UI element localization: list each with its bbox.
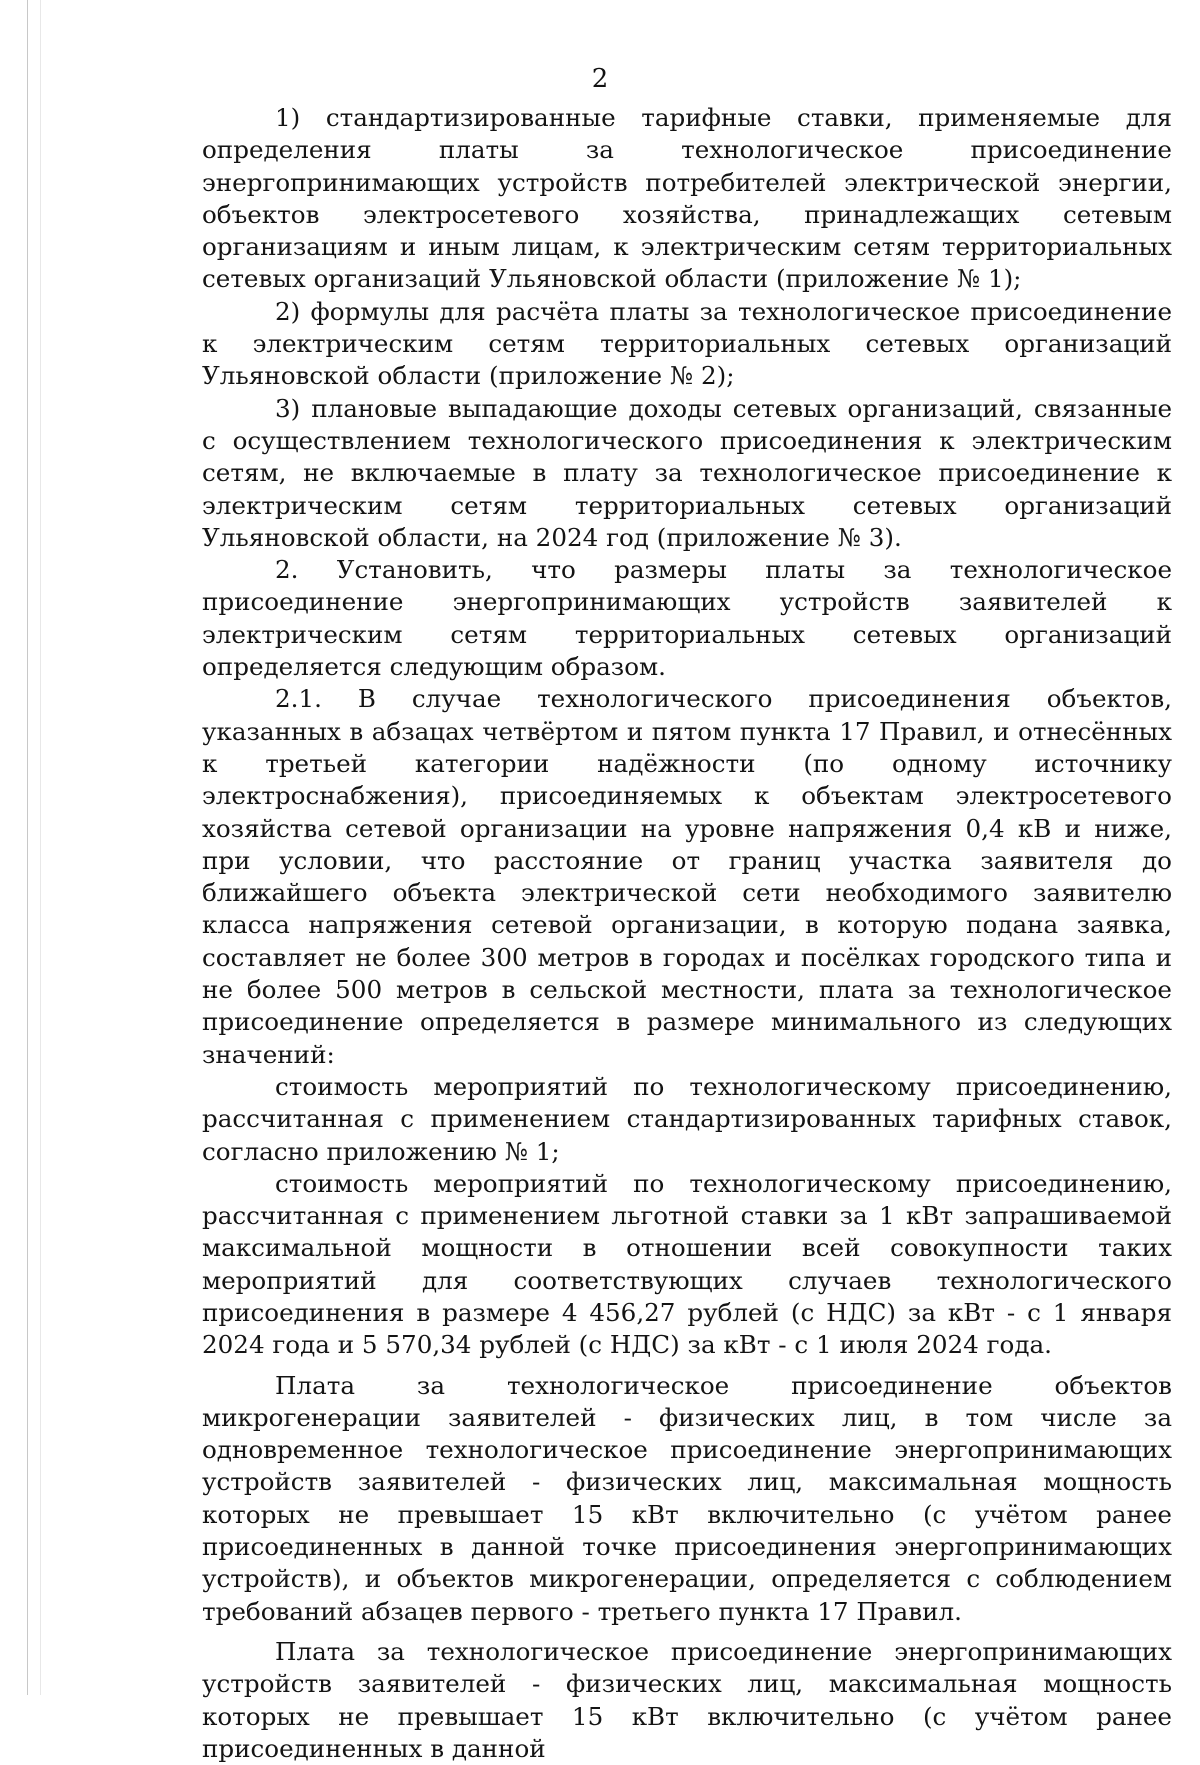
paragraph-individuals-fee: Плата за технологическое присоединение энергопринимающих устройств заявителей - физических лиц, максимальная мощность которых не превышает 15 кВт включительно (с учётом ранее присоединенных в данной <box>202 1636 1172 1763</box>
paragraph-item-3: 3) плановые выпадающие доходы сетевых организаций, связанные с осуществлением технологического присоединения к электрическим сетям, не включаемые в плату за технологическое присоединение к электрическим сетям территориальных сетевых организаций Ульяновской области, на 2024 год (приложение № 3). <box>202 393 1172 552</box>
paragraph-item-2: 2) формулы для расчёта платы за технологическое присоединение к электрическим сетям территориальных сетевых организаций Ульяновской области (приложение № 2); <box>202 296 1172 391</box>
paragraph-clause-2-1: 2.1. В случае технологического присоединения объектов, указанных в абзацах четвёртом и пятом пункта 17 Правил, и отнесённых к третьей категории надёжности (по одному источнику электроснабжения), присоединяемых к объектам электросетевого хозяйства сетевой организации на уровне напряжения 0,4 кВ и ниже, при условии, что расстояние от границ участка заявителя до ближайшего объекта электрической сети необходимого заявителю класса напряжения сетевой организации, в которую подана заявка, составляет не более 300 метров в городах и посёлках городского типа и не более 500 метров в сельской местности, плата за технологическое присоединение определяется в размере минимального из следующих значений: <box>202 684 1172 1069</box>
paragraph-item-1: 1) стандартизированные тарифные ставки, применяемые для определения платы за технологическое присоединение энергопринимающих устройств потребителей электрической энергии, объектов электросетевого хозяйства, принадлежащих сетевым организациям и иным лицам, к электрическим сетям территориальных сетевых организаций Ульяновской области (приложение № 1); <box>202 103 1172 294</box>
paragraph-option-preferential-rate: стоимость мероприятий по технологическому присоединению, рассчитанная с применением льготной ставки за 1 кВт запрашиваемой максимальной мощности в отношении всей совокупности таких мероприятий для соответствующих случаев технологического присоединения в размере 4 456,27 рублей (с НДС) за кВт - с 1 января 2024 года и 5 570,34 рублей (с НДС) за кВт - с 1 июля 2024 года. <box>202 1168 1172 1360</box>
paragraph-clause-2: 2. Установить, что размеры платы за технологическое присоединение энергопринимающих устройств заявителей к электрическим сетям территориальных сетевых организаций определяется следующим образом. <box>202 555 1172 682</box>
document-body <box>202 102 1172 1765</box>
paragraph-microgeneration: Плата за технологическое присоединение объектов микрогенерации заявителей - физических лиц, в том числе за одновременное технологическое присоединение энергопринимающих устройств заявителей - физических лиц, максимальная мощность которых не превышает 15 кВт включительно (с учётом ранее присоединенных в данной точке присоединения энергопринимающих устройств), и объектов микрогенерации, определяется с соблюдением требований абзацев первого - третьего пункта 17 Правил. <box>202 1370 1172 1626</box>
scan-edge-line-secondary <box>40 0 41 1695</box>
scan-edge-line <box>27 0 28 1695</box>
page-number: 2 <box>591 64 609 94</box>
paragraph-option-standard-rates: стоимость мероприятий по технологическому присоединению, рассчитанная с применением стандартизированных тарифных ставок, согласно приложению № 1; <box>202 1071 1172 1166</box>
